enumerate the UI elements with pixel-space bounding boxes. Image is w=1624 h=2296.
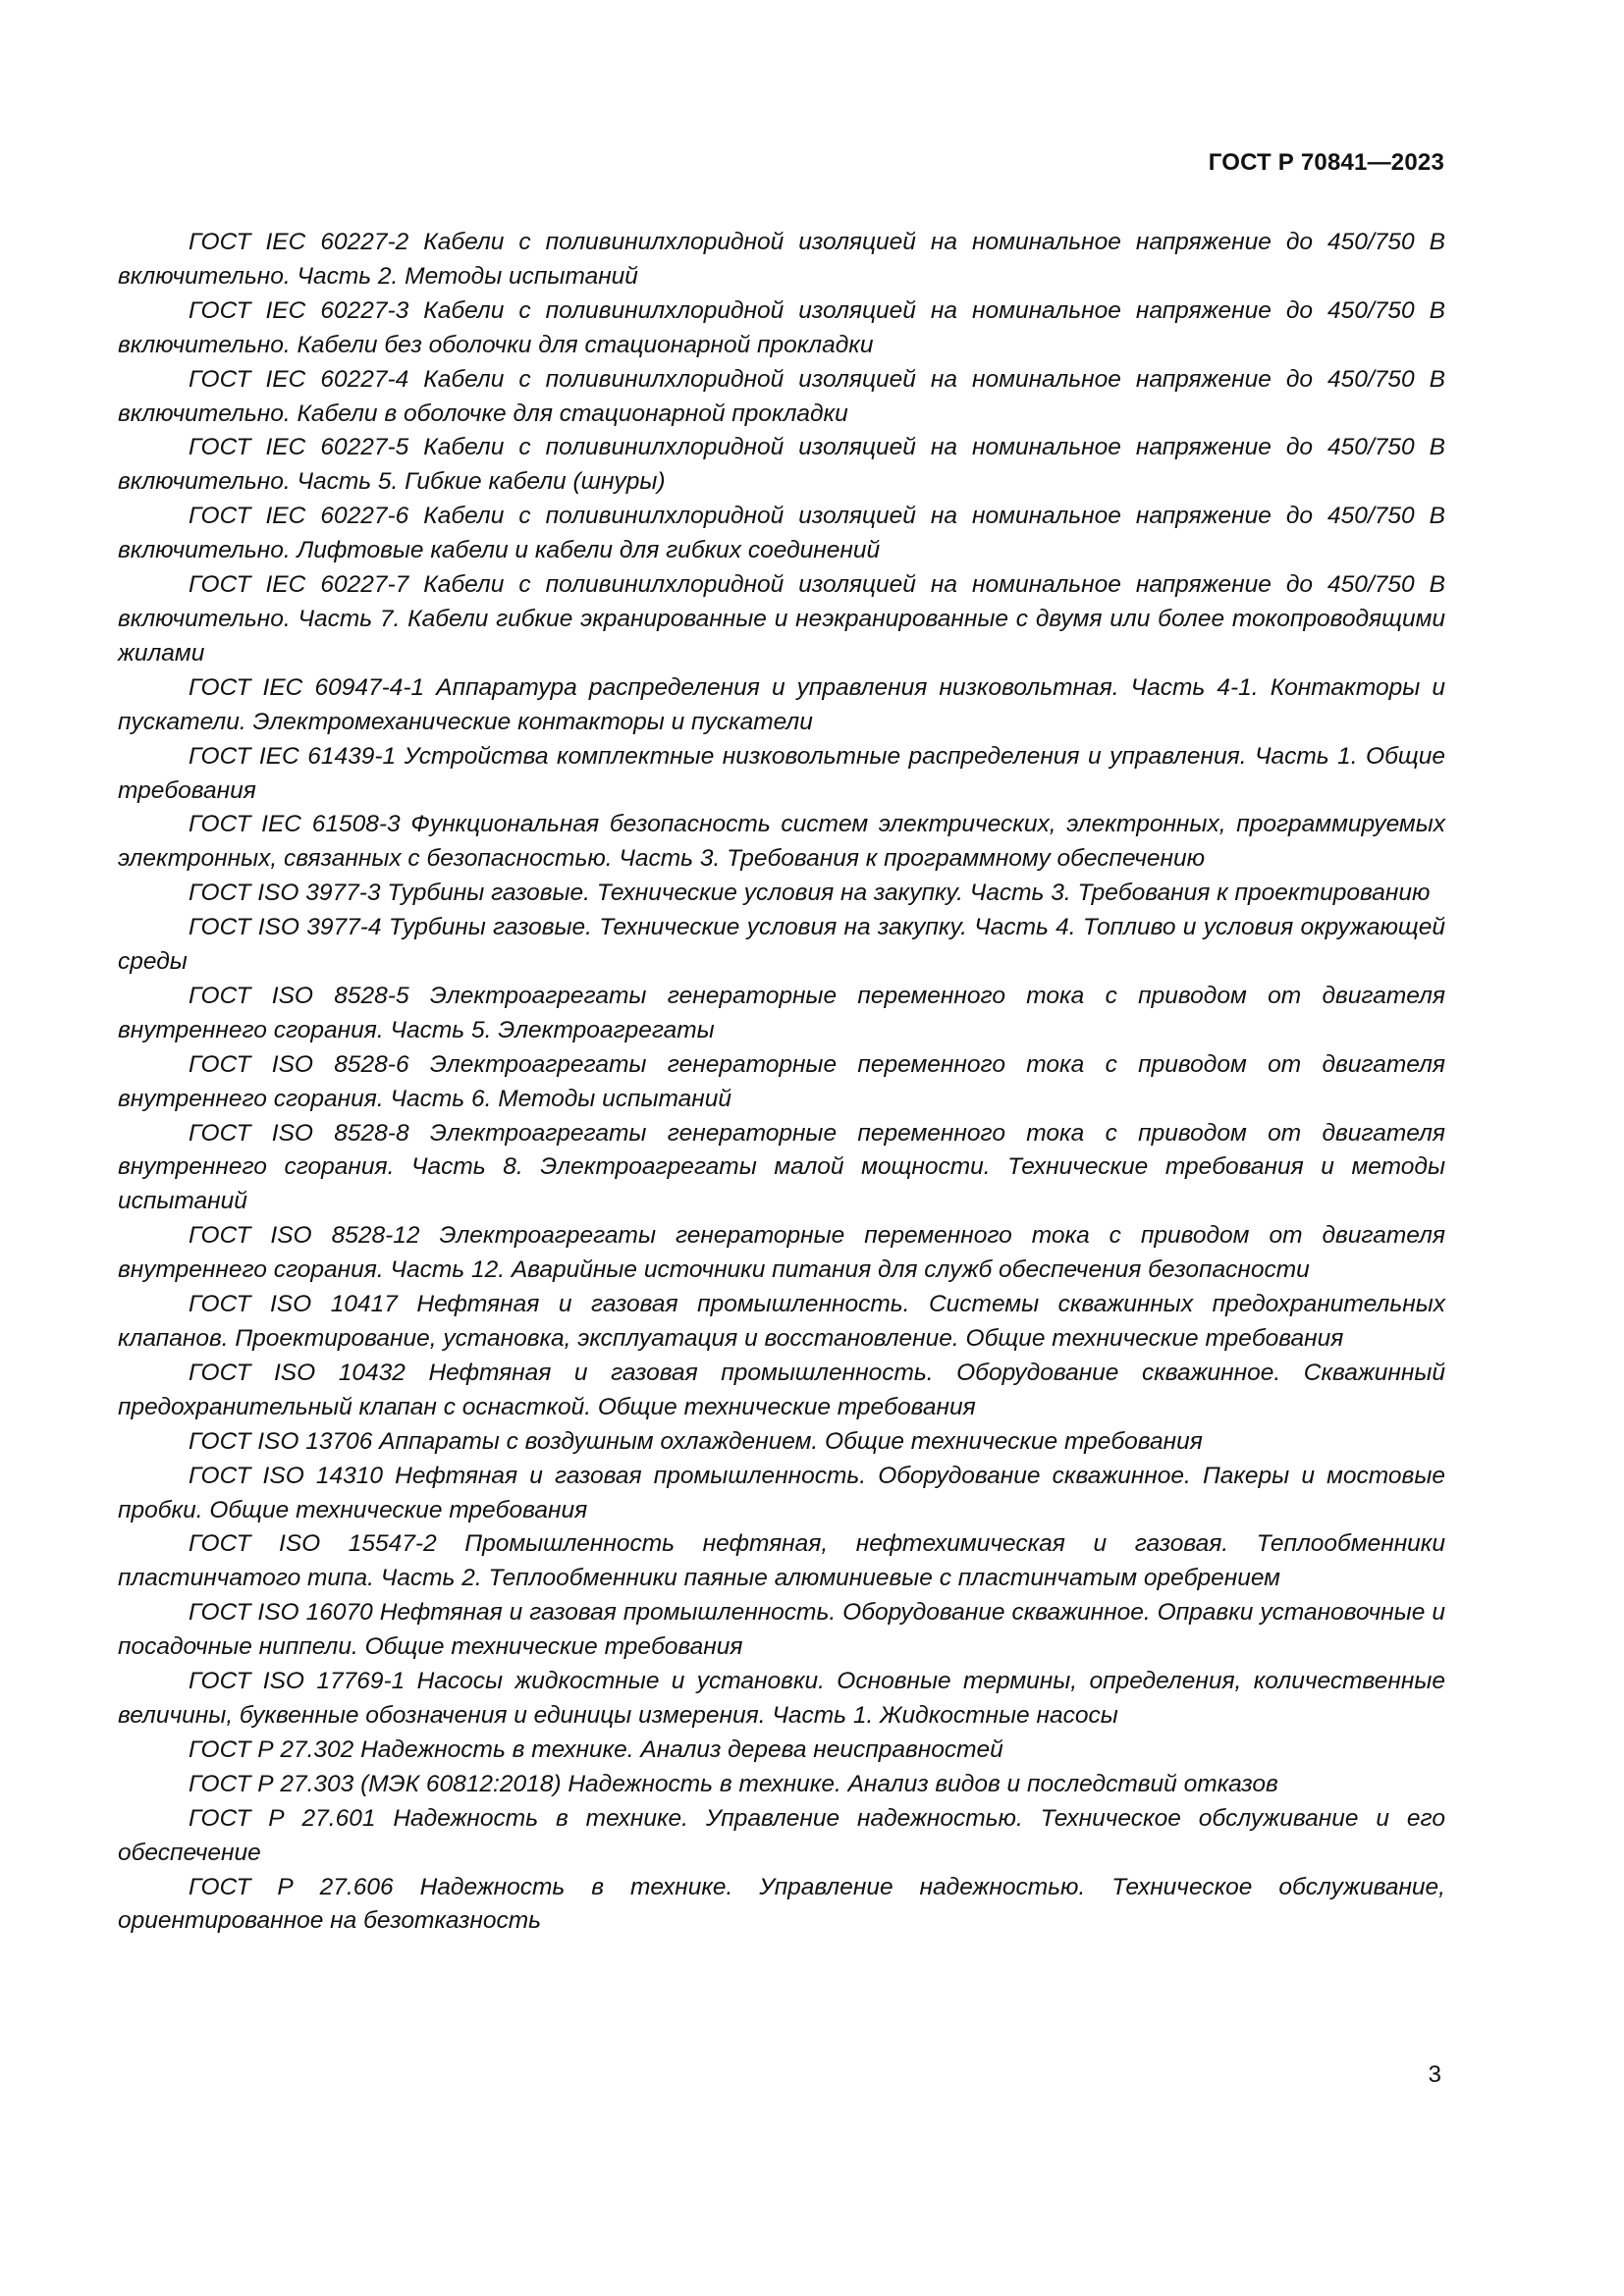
reference-entry: ГОСТ ISO 8528-8 Электроагрегаты генераторные переменного тока с приводом от двигателя внутреннего сгорания. Часть 8. Электроагрегаты малой мощности. Технические требования и методы испытаний (118, 1119, 1445, 1215)
reference-entry: ГОСТ ISO 16070 Нефтяная и газовая промышленность. Оборудование скважинное. Оправки установочные и посадочные ниппели. Общие технические требования (118, 1599, 1445, 1661)
reference-entry: ГОСТ ISO 15547-2 Промышленность нефтяная, нефтехимическая и газовая. Теплообменники пластинчатого типа. Часть 2. Теплообменники паяные алюминиевые с пластинчатым оребрением (118, 1530, 1445, 1592)
reference-entry: ГОСТ ISO 8528-6 Электроагрегаты генераторные переменного тока с приводом от двигателя внутреннего сгорания. Часть 6. Методы испытаний (118, 1050, 1445, 1112)
reference-entry: ГОСТ IEC 60227-4 Кабели с поливинилхлоридной изоляцией на номинальное напряжение до 450/750 В включительно. Кабели в оболочке для стационарной прокладки (118, 365, 1445, 427)
reference-entry: ГОСТ Р 27.302 Надежность в технике. Анализ дерева неисправностей (189, 1735, 1003, 1763)
reference-entry: ГОСТ ISO 8528-12 Электроагрегаты генераторные переменного тока с приводом от двигателя внутреннего сгорания. Часть 12. Аварийные источники питания для служб обеспечения безопасности (118, 1222, 1445, 1284)
reference-entry: ГОСТ IEC 61508-3 Функциональная безопасность систем электрических, электронных, программируемых электронных, связанных с безопасностью. Часть 3. Требования к программному обеспечению (118, 811, 1445, 873)
reference-entry: ГОСТ ISO 8528-5 Электроагрегаты генераторные переменного тока с приводом от двигателя внутреннего сгорания. Часть 5. Электроагрегаты (118, 982, 1445, 1043)
reference-entry: ГОСТ Р 27.606 Надежность в технике. Управление надежностью. Техническое обслуживание, ориентированное на безотказность (118, 1873, 1445, 1935)
reference-entry: ГОСТ IEC 60227-7 Кабели с поливинилхлоридной изоляцией на номинальное напряжение до 450/750 В включительно. Часть 7. Кабели гибкие экранированные и неэкранированные с двумя или более токопроводящими жилами (118, 571, 1445, 667)
document-id-header: ГОСТ Р 70841—2023 (1208, 149, 1444, 176)
reference-entry: ГОСТ ISO 3977-4 Турбины газовые. Технические условия на закупку. Часть 4. Топливо и условия окружающей среды (118, 914, 1445, 976)
normative-references-list (118, 226, 1445, 1939)
reference-entry: ГОСТ IEC 60227-5 Кабели с поливинилхлоридной изоляцией на номинальное напряжение до 450/750 В включительно. Часть 5. Гибкие кабели (шнуры) (118, 434, 1445, 496)
reference-entry: ГОСТ IEC 60227-6 Кабели с поливинилхлоридной изоляцией на номинальное напряжение до 450/750 В включительно. Лифтовые кабели и кабели для гибких соединений (118, 503, 1445, 564)
reference-entry: ГОСТ ISO 10417 Нефтяная и газовая промышленность. Системы скважинных предохранительных клапанов. Проектирование, установка, эксплуатация и восстановление. Общие технические требования (118, 1291, 1445, 1352)
reference-entry: ГОСТ Р 27.601 Надежность в технике. Управление надежностью. Техническое обслуживание и его обеспечение (118, 1804, 1445, 1866)
reference-entry: ГОСТ IEC 60947-4-1 Аппаратура распределения и управления низковольтная. Часть 4-1. Контакторы и пускатели. Электромеханические контакторы и пускатели (118, 673, 1445, 735)
page-number: 3 (1428, 2061, 1441, 2088)
reference-entry: ГОСТ ISO 17769-1 Насосы жидкостные и установки. Основные термины, определения, количественные величины, буквенные обозначения и единицы измерения. Часть 1. Жидкостные насосы (118, 1668, 1445, 1729)
reference-entry: ГОСТ ISO 14310 Нефтяная и газовая промышленность. Оборудование скважинное. Пакеры и мостовые пробки. Общие технические требования (118, 1462, 1445, 1523)
reference-entry: ГОСТ ISO 10432 Нефтяная и газовая промышленность. Оборудование скважинное. Скважинный предохранительный клапан с оснасткой. Общие технические требования (118, 1359, 1445, 1420)
reference-entry: ГОСТ ISO 3977-3 Турбины газовые. Технические условия на закупку. Часть 3. Требования к проектированию (189, 880, 1431, 907)
reference-entry: ГОСТ IEC 61439-1 Устройства комплектные низковольтные распределения и управления. Часть 1. Общие требования (118, 742, 1445, 804)
reference-entry: ГОСТ Р 27.303 (МЭК 60812:2018) Надежность в технике. Анализ видов и последствий отказов (189, 1770, 1278, 1797)
reference-entry: ГОСТ IEC 60227-2 Кабели с поливинилхлоридной изоляцией на номинальное напряжение до 450/750 В включительно. Часть 2. Методы испытаний (118, 229, 1445, 290)
reference-entry: ГОСТ ISO 13706 Аппараты с воздушным охлаждением. Общие технические требования (189, 1427, 1203, 1455)
reference-entry: ГОСТ IEC 60227-3 Кабели с поливинилхлоридной изоляцией на номинальное напряжение до 450/750 В включительно. Кабели без оболочки для стационарной прокладки (118, 296, 1445, 358)
